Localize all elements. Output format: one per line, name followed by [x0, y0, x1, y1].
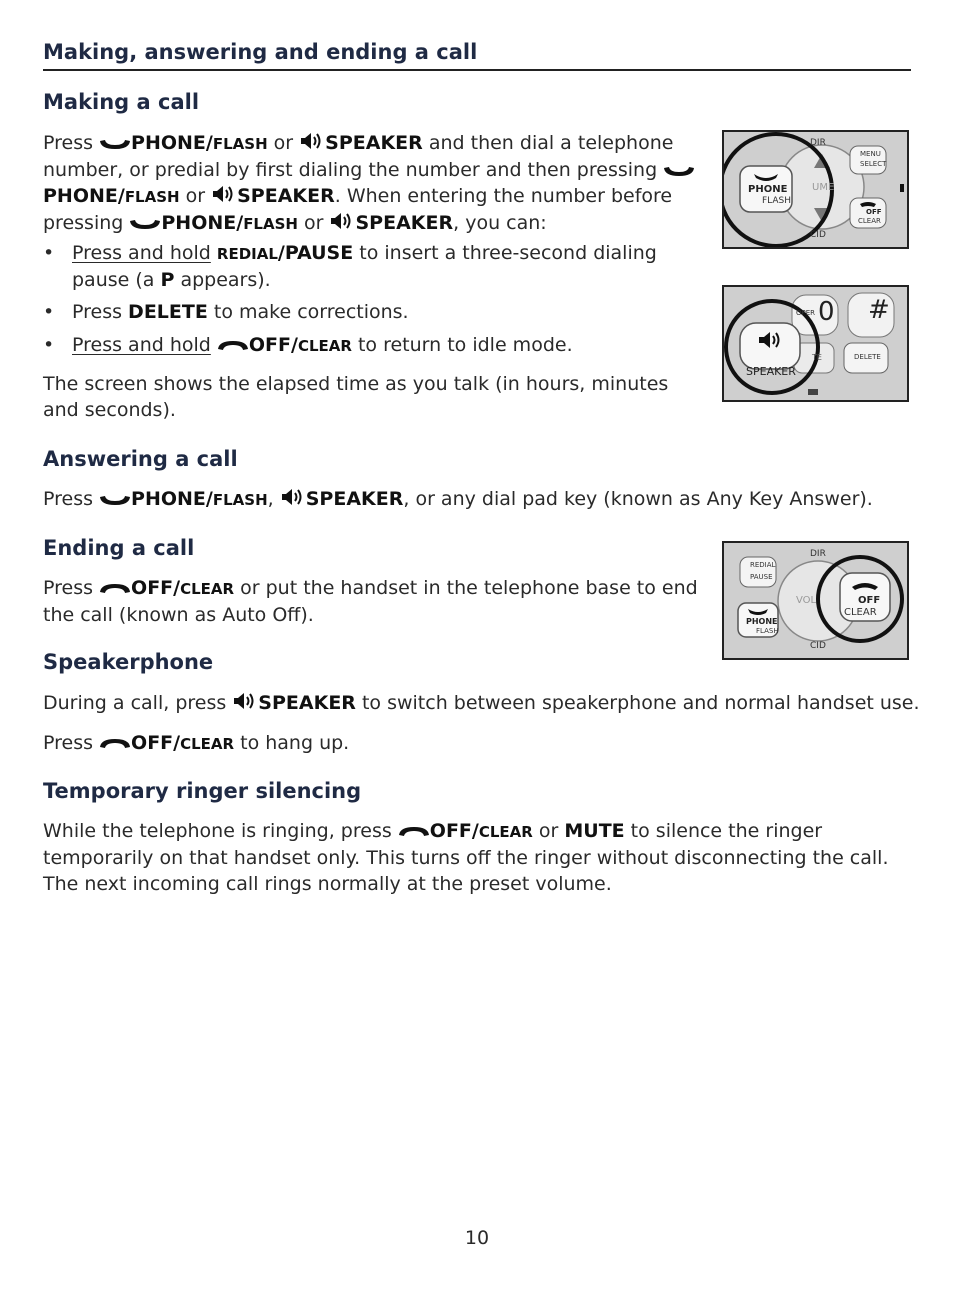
off-label: OFF: [866, 208, 882, 216]
hash-key-label: #: [868, 295, 890, 325]
volume-label: UME: [812, 182, 835, 193]
phone-flash-key-illustration: [722, 130, 909, 249]
dir-label: DIR: [810, 549, 826, 559]
section-heading-speakerphone: Speakerphone: [43, 650, 214, 674]
hangup-paragraph: Press OFF/CLEAR to hang up.: [43, 732, 350, 754]
flash-label: FLASH: [756, 627, 779, 635]
off-label: OFF: [858, 595, 881, 606]
pause-label: PAUSE: [750, 573, 773, 581]
cid-label: CID: [810, 641, 826, 651]
speakerphone-paragraph: During a call, press SPEAKER to switch between speakerphone and normal handset use.: [43, 692, 920, 714]
hangup-handset-icon: [398, 825, 430, 839]
select-label: SELECT: [860, 160, 887, 168]
clear-label: CLEAR: [844, 607, 877, 618]
speaker-icon: [211, 184, 237, 204]
section-heading-making: Making a call: [43, 90, 200, 114]
page-number: 10: [464, 1227, 490, 1249]
phone-handset-icon: [99, 137, 131, 151]
zero-key-label: 0: [818, 297, 835, 327]
clear-label: CLEAR: [858, 217, 881, 225]
ending-paragraph: Press OFF/CLEAR or put the handset in the telephone base to end the call (known as Auto Off).: [43, 577, 698, 626]
vol-label: VOL: [796, 595, 817, 606]
phone-handset-icon: [663, 164, 695, 178]
dir-label: DIR: [810, 138, 826, 148]
flash-label: FLASH: [762, 196, 792, 206]
oper-label: OPER: [796, 309, 816, 317]
delete-label: DELETE: [854, 353, 881, 361]
off-clear-key-illustration: [722, 541, 909, 660]
making-intro-paragraph: Press PHONE/FLASH or SPEAKER and then dial a telephone number, or predial by first dialing the number and then pressing PHONE/FLASH or SPEAKER. When entering the number before pressing PHONE/FLASH or SPEAKER, you can:: [43, 130, 703, 237]
section-heading-ending: Ending a call: [43, 536, 195, 560]
mute-label: TE: [812, 353, 822, 362]
cid-label: CID: [810, 230, 826, 240]
menu-label: MENU: [860, 150, 881, 158]
phone-label: PHONE: [748, 184, 788, 195]
speaker-icon: [280, 487, 306, 507]
page-title: Making, answering and ending a call: [43, 38, 911, 71]
speaker-icon: [329, 211, 355, 231]
hangup-handset-icon: [99, 582, 131, 596]
silencing-paragraph: While the telephone is ringing, press OFF/CLEAR or MUTE to silence the ringer temporarily on that handset only. This turns off the ringer without disconnecting the call. The next incoming call rings normally at the preset volume.: [43, 820, 889, 895]
hangup-handset-icon: [217, 339, 249, 353]
hangup-handset-icon: [99, 737, 131, 751]
elapsed-time-paragraph: The screen shows the elapsed time as you talk (in hours, minutes and seconds).: [43, 373, 669, 421]
section-heading-answering: Answering a call: [43, 447, 238, 471]
phone-handset-icon: [99, 493, 131, 507]
speaker-label: SPEAKER: [746, 365, 796, 378]
answering-paragraph: Press PHONE/FLASH, SPEAKER, or any dial pad key (known as Any Key Answer).: [43, 488, 873, 510]
speaker-icon: [232, 691, 258, 711]
speaker-icon: [299, 131, 325, 151]
phone-handset-icon: [129, 217, 161, 231]
phone-label: PHONE: [746, 617, 778, 626]
speaker-key-illustration: [722, 285, 909, 402]
section-heading-silencing: Temporary ringer silencing: [43, 779, 362, 803]
redial-label: REDIAL: [750, 561, 776, 569]
